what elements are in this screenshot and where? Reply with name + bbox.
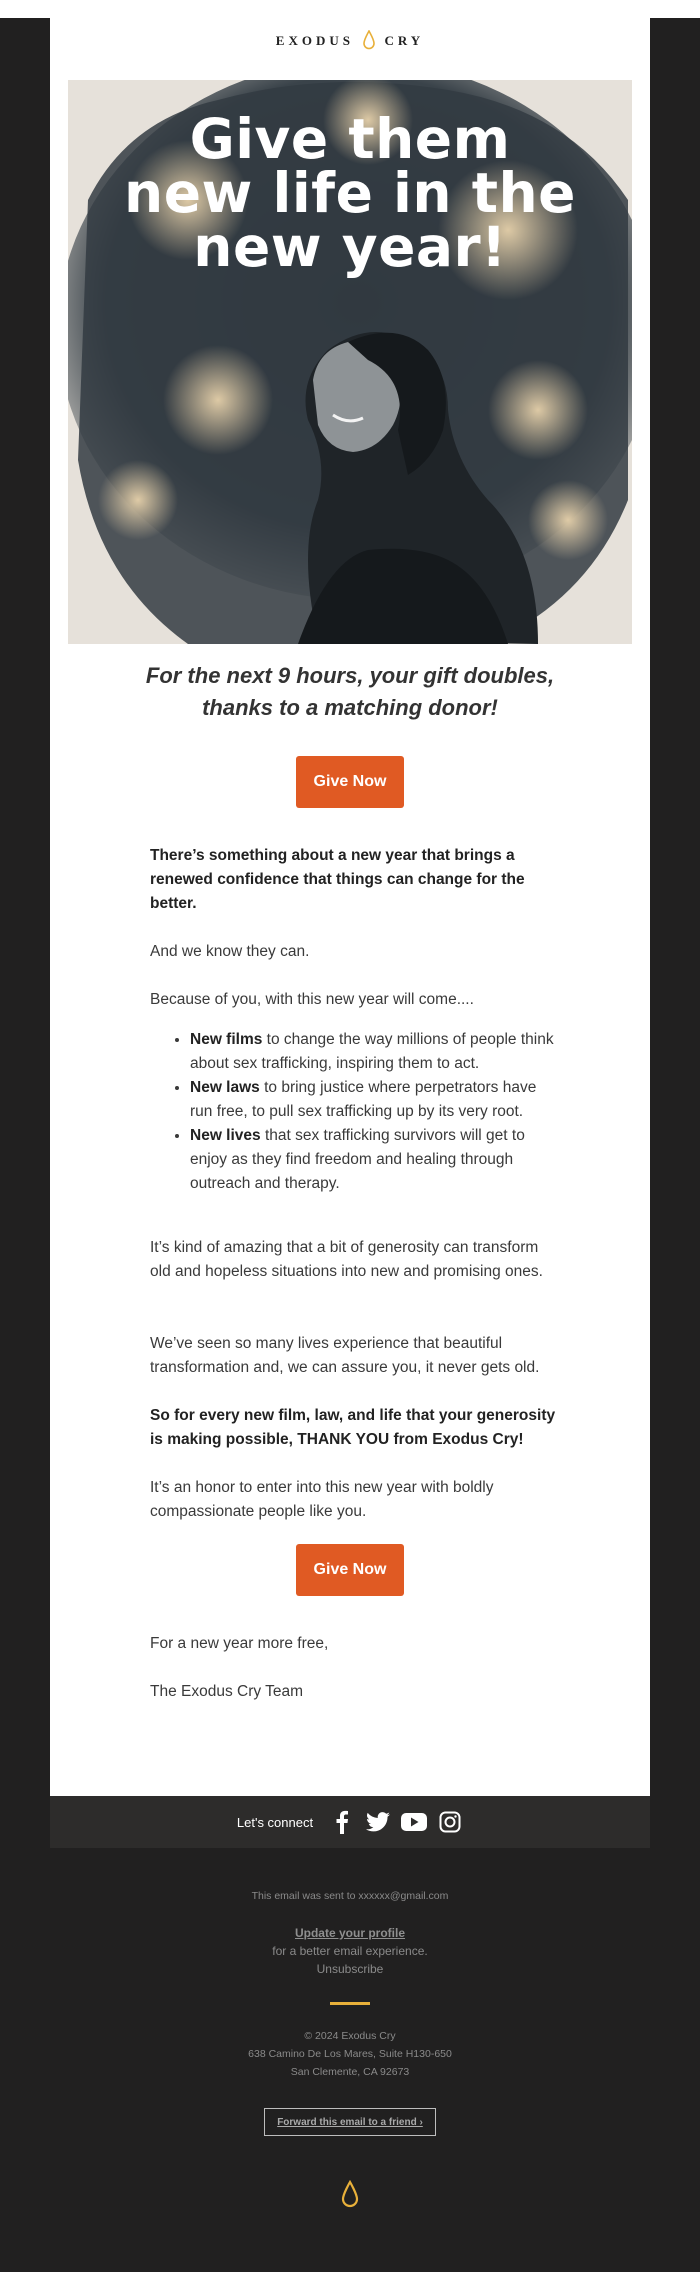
list-item-bold: New lives bbox=[190, 1127, 261, 1144]
intro-bold-text: There’s something about a new year that brings a renewed confidence that things can change for the better. bbox=[150, 847, 525, 912]
list-item bbox=[190, 1076, 560, 1124]
give-now-button-2[interactable]: Give Now bbox=[296, 1544, 404, 1596]
hero-image[interactable] bbox=[68, 80, 632, 644]
signoff-2 bbox=[150, 1680, 560, 1704]
paragraph-1 bbox=[150, 940, 560, 964]
top-band bbox=[0, 0, 700, 18]
unsubscribe-link[interactable]: Unsubscribe bbox=[316, 1962, 384, 1976]
hero-title-line-1: Give them bbox=[189, 107, 511, 171]
list-item-bold: New laws bbox=[190, 1079, 260, 1096]
list-item bbox=[190, 1124, 560, 1196]
drop-icon bbox=[363, 30, 375, 54]
signoff-2-text: The Exodus Cry Team bbox=[150, 1683, 304, 1700]
paragraph-2 bbox=[150, 988, 560, 1012]
footer-divider bbox=[330, 2002, 370, 2005]
list-item-text: to bring justice where perpetrators have run free, to pull sex trafficking up by its very root. bbox=[190, 1079, 537, 1120]
hero-title-line-2: new life in the bbox=[124, 161, 576, 225]
list-item-text: that sex trafficking survivors will get to enjoy as they find freedom and healing through outreach and therapy. bbox=[190, 1127, 525, 1192]
signoff-1 bbox=[150, 1632, 560, 1656]
intro-paragraph bbox=[150, 844, 560, 916]
paragraph-6-text: It’s an honor to enter into this new year with boldly compassionate people like you. bbox=[150, 1479, 494, 1520]
hero-title bbox=[68, 107, 632, 279]
hero-title-line-3: new year! bbox=[193, 215, 507, 279]
paragraph-4 bbox=[150, 1332, 562, 1380]
lets-connect-label: Let's connect bbox=[236, 1814, 314, 1830]
logo-text-left: EXODUS bbox=[275, 32, 354, 48]
exodus-cry-logo[interactable] bbox=[50, 30, 650, 54]
give-now-button[interactable]: Give Now bbox=[296, 756, 404, 808]
paragraph-5 bbox=[150, 1404, 560, 1452]
impact-list bbox=[150, 1028, 560, 1196]
paragraph-4-text: We’ve seen so many lives experience that beautiful transformation and, we can assure you, it never gets old. bbox=[150, 1335, 540, 1376]
drop-icon bbox=[340, 2180, 360, 2213]
paragraph-3 bbox=[150, 1236, 560, 1284]
list-item-text: to change the way millions of people think about sex trafficking, inspiring them to act. bbox=[190, 1031, 554, 1072]
youtube-icon[interactable] bbox=[401, 1809, 427, 1835]
logo-text-right: CRY bbox=[384, 32, 425, 48]
subhead-line-2: thanks to a matching donor! bbox=[202, 695, 498, 720]
facebook-icon[interactable] bbox=[329, 1809, 355, 1835]
paragraph-5-text: So for every new film, law, and life that your generosity is making possible, THANK YOU from Exodus Cry! bbox=[150, 1407, 556, 1448]
list-item-bold: New films bbox=[190, 1031, 263, 1048]
paragraph-1-text: And we know they can. bbox=[150, 943, 310, 960]
signoff-1-text: For a new year more free, bbox=[150, 1635, 329, 1652]
better-experience-text: for a better email experience. bbox=[272, 1944, 428, 1958]
paragraph-3-text: It’s kind of amazing that a bit of generosity can transform old and hopeless situations into new and promising ones. bbox=[150, 1239, 543, 1280]
paragraph-2-text: Because of you, with this new year will come.... bbox=[150, 991, 474, 1008]
update-profile-link[interactable]: Update your profile bbox=[294, 1926, 405, 1940]
subhead-line-1: For the next 9 hours, your gift doubles, bbox=[145, 663, 555, 688]
copyright-text: © 2024 Exodus Cry bbox=[304, 2030, 396, 2042]
address-line-1: 638 Camino De Los Mares, Suite H130-650 bbox=[248, 2048, 452, 2060]
forward-email-button[interactable]: Forward this email to a friend › bbox=[264, 2108, 436, 2136]
address-line-2: San Clemente, CA 92673 bbox=[290, 2066, 410, 2078]
sent-to-text: This email was sent to xxxxxx@gmail.com bbox=[251, 1890, 449, 1902]
list-item bbox=[190, 1028, 560, 1076]
matching-gift-subhead bbox=[110, 660, 590, 724]
twitter-icon[interactable] bbox=[365, 1809, 391, 1835]
social-bar bbox=[50, 1796, 650, 1848]
paragraph-6 bbox=[150, 1476, 560, 1524]
instagram-icon[interactable] bbox=[437, 1809, 463, 1835]
